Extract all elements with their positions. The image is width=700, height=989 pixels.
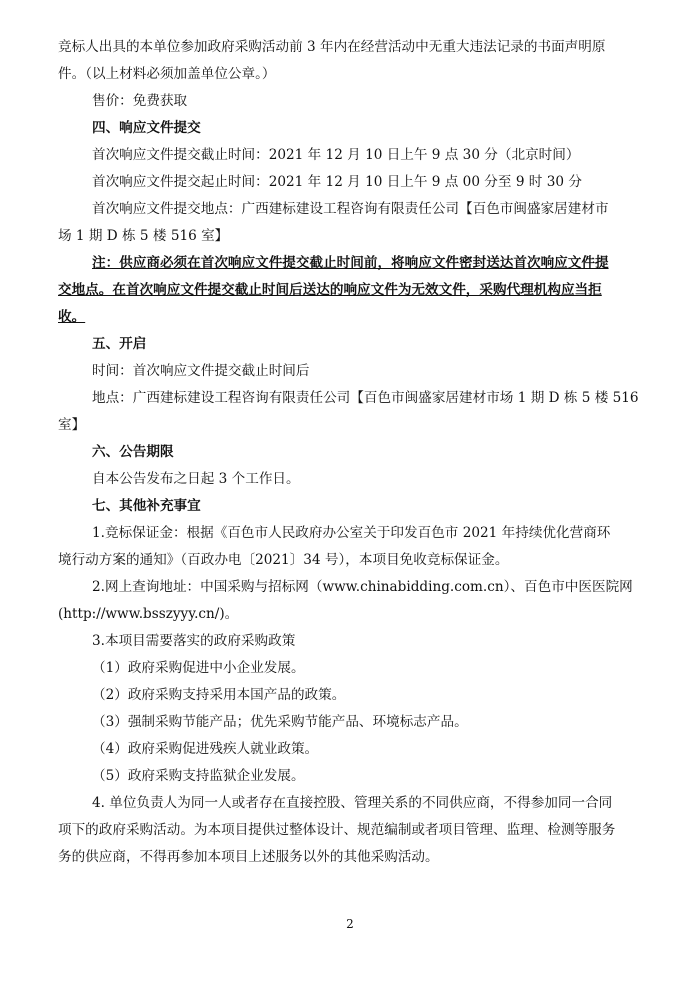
paragraph-line: 竞标人出具的本单位参加政府采购活动前 3 年内在经营活动中无重大违法记录的书面声明原 bbox=[58, 39, 606, 55]
paragraph-line: 2.网上查询地址：中国采购与招标网（www.chinabidding.com.cn）、百色市中医医院网 bbox=[92, 579, 633, 595]
paragraph-line: 4. 单位负责人为同一人或者存在直接控股、管理关系的不同供应商，不得参加同一合同 bbox=[92, 795, 613, 811]
list-item: （5）政府采购支持监狱企业发展。 bbox=[92, 768, 305, 784]
section-heading: 六、公告期限 bbox=[92, 444, 174, 460]
paragraph-line: 场 1 期 D 栋 5 楼 516 室】 bbox=[58, 228, 229, 244]
paragraph-line: 项下的政府采购活动。为本项目提供过整体设计、规范编制或者项目管理、监理、检测等服务 bbox=[58, 822, 616, 838]
paragraph-line: 时间：首次响应文件提交截止时间后 bbox=[92, 363, 310, 379]
section-heading: 七、其他补充事宜 bbox=[92, 498, 201, 514]
notice-line: 交地点。在首次响应文件提交截止时间后送达的响应文件为无效文件，采购代理机构应当拒 bbox=[58, 282, 602, 298]
list-item: （1）政府采购促进中小企业发展。 bbox=[92, 660, 305, 676]
notice-line: 收。 bbox=[58, 309, 86, 325]
section-heading: 四、响应文件提交 bbox=[92, 120, 201, 136]
paragraph-line: 首次响应文件提交地点：广西建标建设工程咨询有限责任公司【百色市闽盛家居建材市 bbox=[92, 201, 609, 217]
paragraph-line: 室】 bbox=[58, 417, 86, 433]
paragraph-line: 首次响应文件提交起止时间：2021 年 12 月 10 日上午 9 点 00 分至 9 时 30 分 bbox=[92, 174, 582, 190]
paragraph-line: 3.本项目需要落实的政府采购政策 bbox=[92, 633, 296, 649]
paragraph-line: 务的供应商，不得再参加本项目上述服务以外的其他采购活动。 bbox=[58, 849, 439, 865]
list-item: （4）政府采购促进残疾人就业政策。 bbox=[92, 741, 319, 757]
list-item: （2）政府采购支持采用本国产品的政策。 bbox=[92, 687, 346, 703]
list-item: （3）强制采购节能产品；优先采购节能产品、环境标志产品。 bbox=[92, 714, 468, 730]
paragraph-line: 境行动方案的通知》（百政办电〔2021〕34 号），本项目免收竞标保证金。 bbox=[58, 552, 509, 568]
price-line: 售价：免费获取 bbox=[92, 93, 188, 109]
paragraph-line: 地点：广西建标建设工程咨询有限责任公司【百色市闽盛家居建材市场 1 期 D 栋 5 楼 516 bbox=[92, 390, 639, 406]
section-heading: 五、开启 bbox=[92, 336, 147, 352]
page-number: 2 bbox=[346, 917, 354, 931]
paragraph-line: 1.竞标保证金：根据《百色市人民政府办公室关于印发百色市 2021 年持续优化营商环 bbox=[92, 525, 611, 541]
paragraph-line: 首次响应文件提交截止时间：2021 年 12 月 10 日上午 9 点 30 分（北京时间） bbox=[92, 147, 580, 163]
paragraph-line: 自本公告发布之日起 3 个工作日。 bbox=[92, 471, 300, 487]
paragraph-line: (http://www.bsszyyy.cn/)。 bbox=[58, 606, 239, 622]
notice-line: 注：供应商必须在首次响应文件提交截止时间前，将响应文件密封送达首次响应文件提 bbox=[92, 255, 609, 271]
paragraph-line: 件。（以上材料必须加盖单位公章。） bbox=[58, 66, 276, 82]
